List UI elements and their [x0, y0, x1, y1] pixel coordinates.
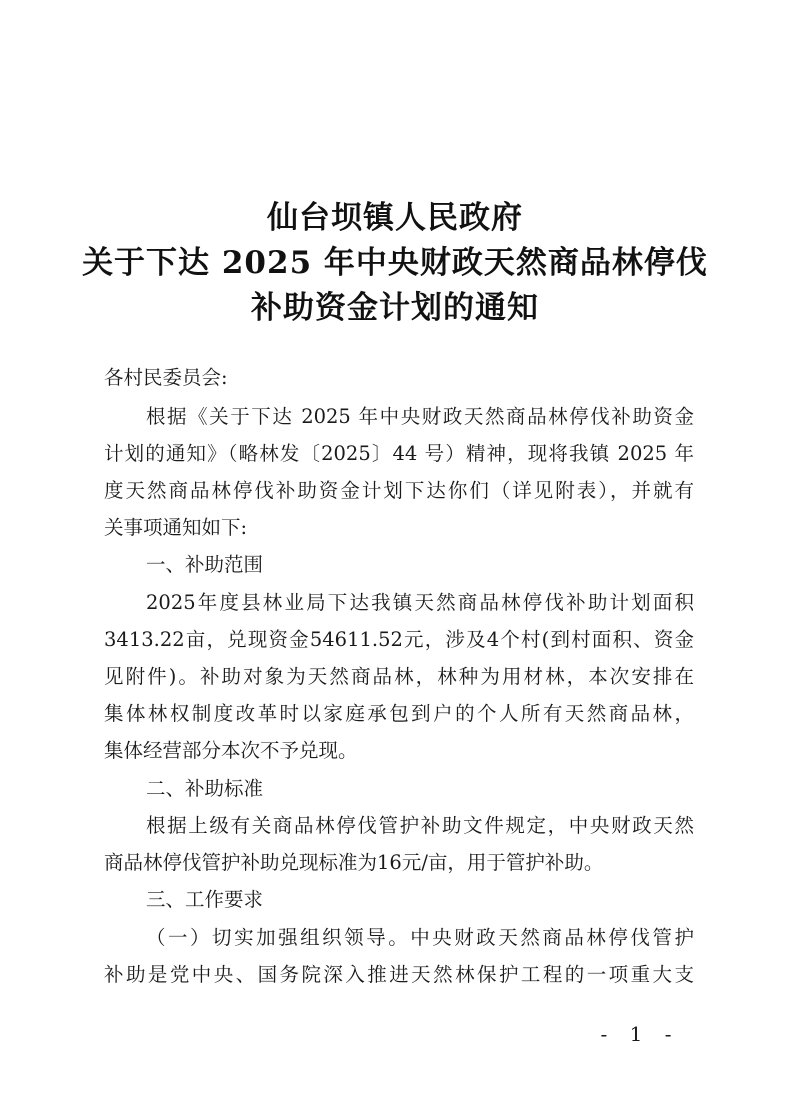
title-line-3: 补助资金计划的通知: [251, 290, 539, 326]
intro-line-4: 关事项通知如下:: [104, 516, 248, 539]
section-3-line-2: 补助是党中央、国务院深入推进天然林保护工程的一项重大支: [104, 963, 694, 986]
page-number: - 1 -: [600, 1022, 680, 1046]
title-line-2: 关于下达 2025 年中央财政天然商品林停伐: [82, 245, 708, 281]
title-line-1: 仙台坝镇人民政府: [267, 200, 523, 236]
intro-line-3: 度天然商品林停伐补助资金计划下达你们（详见附表），并就有: [104, 479, 694, 502]
section-3-line-1: （一）切实加强组织领导。中央财政天然商品林停伐管护: [146, 926, 694, 949]
intro-line-2: 计划的通知》（略林发〔2025〕44 号）精神，现将我镇 2025 年: [104, 442, 694, 465]
section-1-line-4: 集体林权制度改革时以家庭承包到户的个人所有天然商品林，: [104, 702, 694, 725]
section-1-line-2: 3413.22亩，兑现资金54611.52元，涉及4个村(到村面积、资金: [104, 628, 694, 651]
section-2-heading: 二、补助标准: [146, 777, 264, 800]
section-1-heading: 一、补助范围: [146, 553, 264, 576]
section-1-line-3: 见附件)。补助对象为天然商品林，林种为用材林，本次安排在: [104, 665, 694, 688]
section-3-heading: 三、工作要求: [146, 888, 264, 911]
section-1-line-5: 集体经营部分本次不予兑现。: [104, 739, 358, 762]
section-2-line-1: 根据上级有关商品林停伐管护补助文件规定，中央财政天然: [146, 814, 694, 837]
section-1-line-1: 2025年度县林业局下达我镇天然商品林停伐补助计划面积: [146, 591, 694, 614]
intro-line-1: 根据《关于下达 2025 年中央财政天然商品林停伐补助资金: [146, 405, 694, 428]
section-2-line-2: 商品林停伐管护补助兑现标准为16元/亩，用于管护补助。: [104, 851, 604, 874]
salutation: 各村民委员会:: [104, 366, 228, 389]
